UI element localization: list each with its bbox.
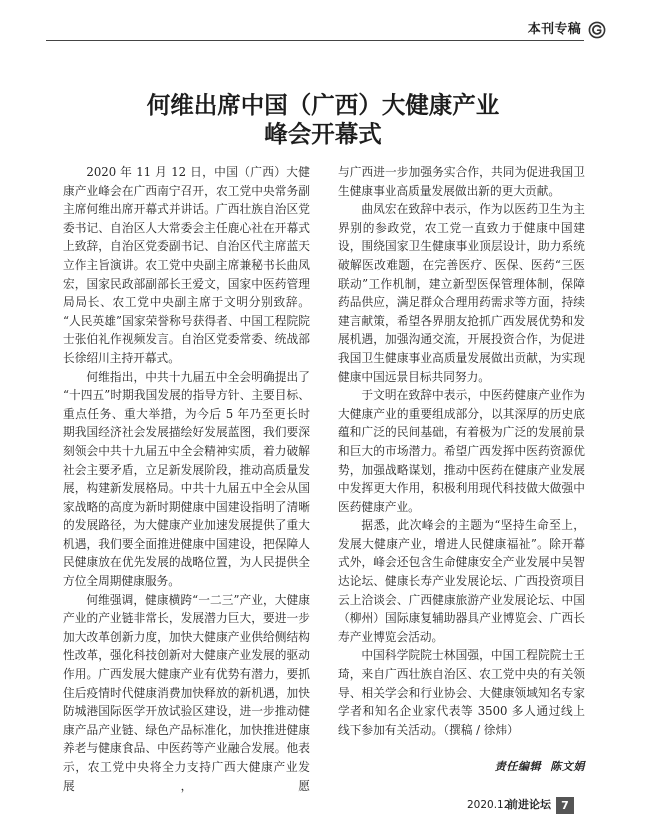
editor-credit bbox=[338, 758, 585, 777]
body-paragraph-continuation: 与广西进一步加强务实合作，共同为促进我国卫生健康事业高质量发展做出新的更大贡献。 bbox=[338, 165, 585, 198]
issue-date: 2020.12 bbox=[467, 799, 511, 811]
circle-logo-icon bbox=[588, 21, 606, 39]
editor-label: 责任编辑 bbox=[494, 760, 542, 773]
article-title-line-2: 峰会开幕式 bbox=[264, 120, 382, 148]
editor-name: 陈文娟 bbox=[550, 760, 585, 773]
body-paragraph: 2020 年 11 月 12 日，中国（广西）大健康产业峰会在广西南宁召开，农工党中央常务副主席何维出席开幕式并讲话。广西壮族自治区党委书记、自治区人大常委会主任鹿心社在开幕式上致辞，自治区党委副书记、自治区代主席蓝天立作主旨演讲。农工党中央副主席兼秘书长曲凤宏，国家民政部副部长王爱文，国家中医药管理局局长、农工党中央副主席于文明分别致辞。“人民英雄”国家荣誉称号获得者、中国工程院院士张伯礼作视频发言。自治区党委常委、统战部长徐绍川主持开幕式。 bbox=[63, 165, 310, 365]
article-column-right bbox=[338, 163, 585, 777]
body-paragraph: 中国科学院院士林国强，中国工程院院士王琦，来自广西壮族自治区、农工党中央的有关领导、相关学会和行业协会、大健康领域知名专家学者和知名企业家代表等 3500 多人通过线上线下参加有关活动。（撰稿 / 徐炜） bbox=[338, 648, 585, 737]
page-header bbox=[0, 0, 646, 44]
section-label: 本刊专稿 bbox=[527, 22, 581, 37]
article-column-left bbox=[63, 163, 310, 795]
body-paragraph: 何维强调，健康横跨“一二三”产业，大健康产业的产业链非常长，发展潜力巨大，要进一步加大改革创新力度，加快大健康产业供给侧结构性改革，强化科技创新对大健康产业发展的驱动作用。广西发展大健康产业有优势有潜力，要抓住后疫情时代健康消费加快释放的新机遇，加快防城港国际医学开放试验区建设，进一步推动健康产品产业链、绿色产品标准化，加快推进健康养老与健康食品、中医药等产业融合发展。他表示，农工党中央将全力支持广西大健康产业发展，愿 bbox=[63, 592, 310, 793]
header-divider bbox=[46, 40, 584, 41]
body-paragraph: 何维指出，中共十九届五中全会明确提出了“十四五”时期我国发展的指导方针、主要目标、重点任务、重大举措，为今后 5 年乃至更长时期我国经济社会发展描绘好发展蓝图，我们要深刻领会中共十九届五中全会精神实质，着力破解社会主要矛盾，立足新发展阶段，推动高质量发展，构建新发展格局。中共十九届五中全会从国家战略的高度为新时期健康中国建设指明了清晰的发展路径，为大健康产业加速发展提供了重大机遇，我们要全面推进健康中国建设，把保障人民健康放在优先发展的战略位置，为人民提供全方位全周期健康服务。 bbox=[63, 369, 310, 589]
page-number: 7 bbox=[556, 797, 574, 814]
body-paragraph: 据悉，此次峰会的主题为“坚持生命至上，发展大健康产业，增进人民健康福祉”。除开幕式外，峰会还包含生命健康安全产业发展中吴智达论坛、健康长寿产业发展论坛、广西投资项目云上洽谈会、广西健康旅游产业发展论坛、中国（柳州）国际康复辅助器具产业博览会、广西长寿产业博览会活动。 bbox=[338, 518, 585, 644]
article-title-line-1: 何维出席中国（广西）大健康产业 bbox=[146, 91, 500, 119]
page-footer bbox=[0, 790, 646, 820]
body-paragraph: 曲凤宏在致辞中表示，作为以医药卫生为主界别的参政党，农工党一直致力于健康中国建设，围绕国家卫生健康事业顶层设计，助力系统破解医改难题，在完善医疗、医保、医药“三医联动”工作机制，建立新型医保管理体制，保障药品供应，满足群众合理用药需求等方面，持续建言献策，希望各界朋友抢抓广西发展优势和发展机遇，加强沟通交流，开展投资合作，为促进我国卫生健康事业高质量发展做出贡献，为实现健康中国远景目标共同努力。 bbox=[338, 202, 585, 384]
body-paragraph: 于文明在致辞中表示，中医药健康产业作为大健康产业的重要组成部分，以其深厚的历史底蕴和广泛的民间基础，有着极为广泛的发展前景和巨大的市场潜力。希望广西发挥中医药资源优势，加强战略谋划，推动中医药在健康产业发展中发挥更大作用，积极利用现代科技做大做强中医药健康产业。 bbox=[338, 388, 585, 514]
article-title bbox=[0, 91, 646, 149]
journal-name: 前进论坛 bbox=[507, 798, 551, 811]
